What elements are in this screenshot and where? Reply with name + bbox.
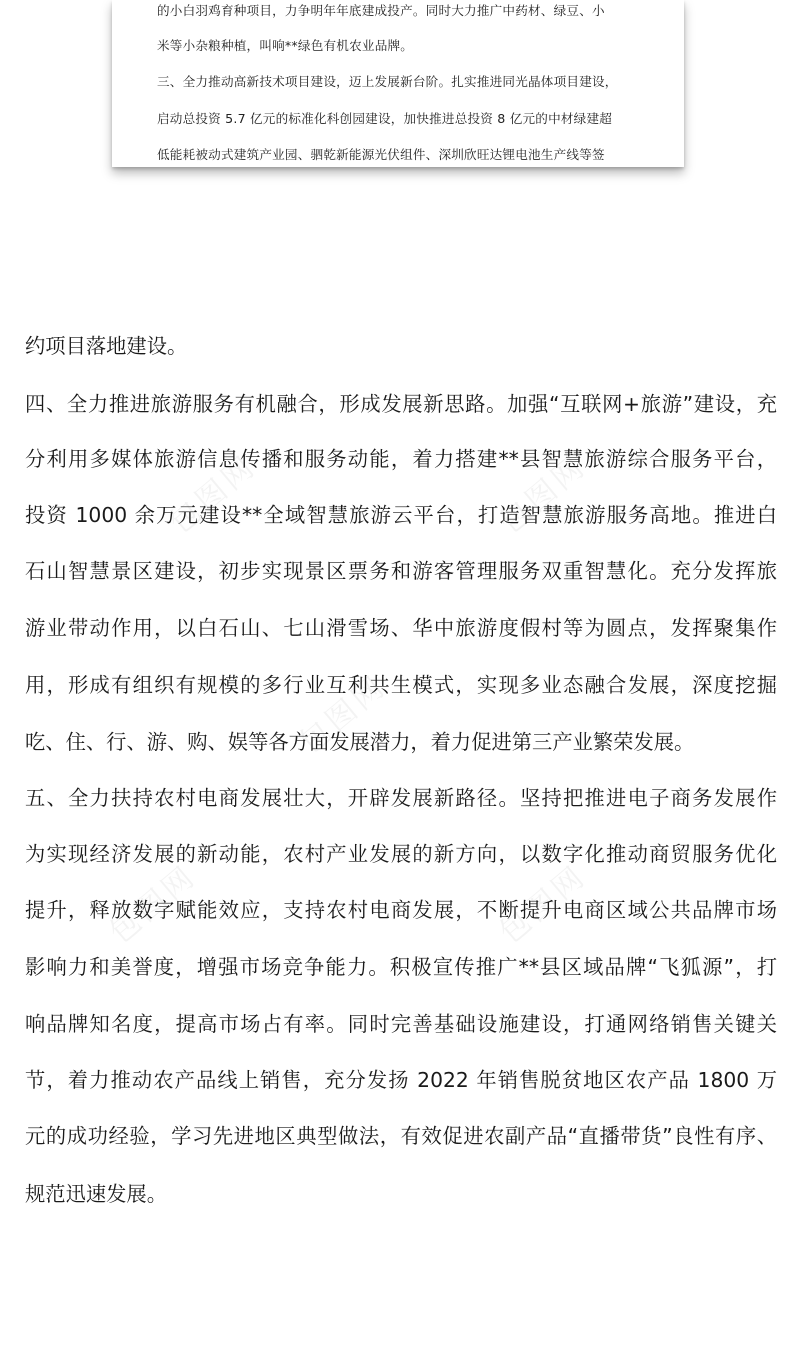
- doc-line: 分利用多媒体旅游信息传播和服务动能，着力搭建**县智慧旅游综合服务平台，: [25, 447, 777, 471]
- doc-line: 四、全力推进旅游服务有机融合，形成发展新思路。加强“互联网+旅游”建设，充: [25, 392, 777, 416]
- paper-line: 低能耗被动式建筑产业园、驷乾新能源光伏组件、深圳欣旺达锂电池生产线等签: [157, 147, 605, 162]
- doc-line: 投资 1000 余万元建设**全域智慧旅游云平台，打造智慧旅游服务高地。推进白: [25, 503, 777, 527]
- doc-line: 吃、住、行、游、购、娱等各方面发展潜力，着力促进第三产业繁荣发展。: [25, 730, 695, 754]
- doc-line: 响品牌知名度，提高市场占有率。同时完善基础设施建设，打通网络销售关键关: [25, 1012, 777, 1036]
- doc-line: 用，形成有组织有规模的多行业互利共生模式，实现多业态融合发展，深度挖掘: [25, 673, 777, 697]
- watermark-text: 包图网: [102, 858, 204, 951]
- doc-line: 游业带动作用，以白石山、七山滑雪场、华中旅游度假村等为圆点，发挥聚集作: [25, 616, 777, 640]
- doc-line: 五、全力扶持农村电商发展壮大，开辟发展新路径。坚持把推进电子商务发展作: [25, 786, 777, 810]
- doc-line: 元的成功经验，学习先进地区典型做法，有效促进农副产品“直播带货”良性有序、: [25, 1124, 777, 1148]
- watermark-text: 包图网: [492, 858, 594, 951]
- paper-line: 米等小杂粮种植，叫响**绿色有机农业品牌。: [157, 38, 414, 53]
- paper-line: 的小白羽鸡育种项目，力争明年年底建成投产。同时大力推广中药材、绿豆、小: [157, 3, 605, 18]
- doc-line: 规范迅速发展。: [25, 1182, 167, 1206]
- watermark-text: 包图网: [292, 668, 394, 761]
- doc-line: 为实现经济发展的新动能，农村产业发展的新方向，以数字化推动商贸服务优化: [25, 842, 777, 866]
- doc-line: 约项目落地建设。: [25, 334, 188, 358]
- doc-line: 影响力和美誉度，增强市场竞争能力。积极宣传推广**县区域品牌“飞狐源”，打: [25, 955, 777, 979]
- paper-preview-card: [112, 0, 684, 167]
- doc-line: 提升，释放数字赋能效应，支持农村电商发展，不断提升电商区域公共品牌市场: [25, 898, 777, 922]
- watermark-text: 包图网: [162, 448, 264, 541]
- doc-line: 石山智慧景区建设，初步实现景区票务和游客管理服务双重智慧化。充分发挥旅: [25, 559, 777, 583]
- watermark-text: 包图网: [492, 448, 594, 541]
- doc-line: 节，着力推动农产品线上销售，充分发扬 2022 年销售脱贫地区农产品 1800 万: [25, 1068, 777, 1092]
- paper-line: 三、全力推动高新技术项目建设，迈上发展新台阶。扎实推进同光晶体项目建设，: [157, 74, 618, 89]
- paper-line: 启动总投资 5.7 亿元的标准化科创园建设，加快推进总投资 8 亿元的中材绿建超: [157, 111, 613, 126]
